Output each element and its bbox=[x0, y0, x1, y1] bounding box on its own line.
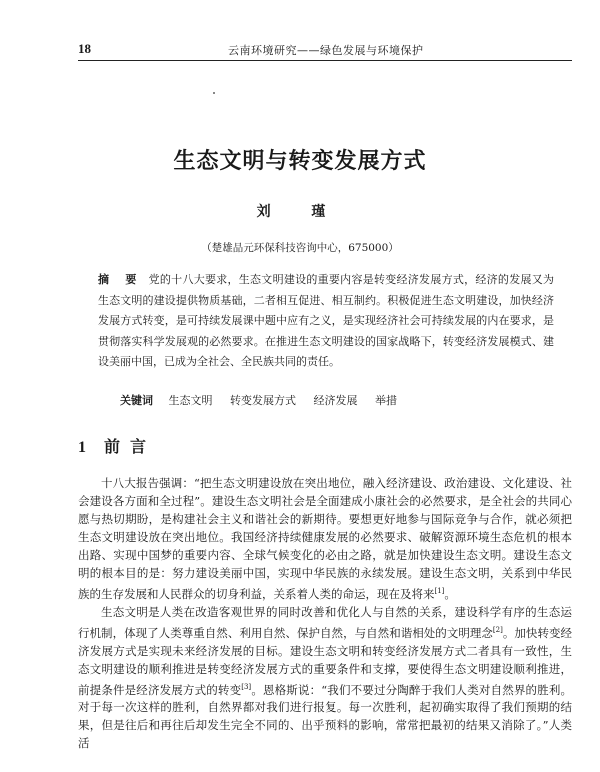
citation-marker: [1] bbox=[434, 587, 445, 595]
paragraph bbox=[78, 603, 572, 753]
paragraph-tail: 。加快转变经济发展方式是实现未来经济发展的目标。建设生态文明和转变经济发展方式二者具有一致性，生态文明建设的顺利推进是转变经济发展方式的重要条件和支撑，要使得生态文明建设顺利推进，前提条件是经济发展方式的转变 bbox=[78, 625, 572, 697]
abstract-text: 党的十八大要求，生态文明建设的重要内容是转变经济发展方式，经济的发展又为生态文明的建设提供物质基础，二者相互促进、相互制约。积极促进生态文明建设，加快经济发展方式转变，是可持续发展课中题中应有之义，是实现经济社会可持续发展的内在要求，是贯彻落实科学发展观的必然要求。在推进生态文明建设的国家战略下，转变经济发展模式、建设美丽中国，已成为全社会、全民族共同的责任。 bbox=[98, 273, 554, 369]
section-title: 前言 bbox=[104, 437, 157, 456]
paragraph-tail: 。 bbox=[444, 586, 456, 601]
scan-speck bbox=[213, 92, 215, 94]
paragraph bbox=[78, 474, 572, 603]
section-heading bbox=[78, 434, 156, 457]
keyword-item: 转变发展方式 bbox=[230, 394, 296, 407]
section-number: 1 bbox=[78, 439, 86, 456]
running-title: 云南环境研究——绿色发展与环境保护 bbox=[228, 44, 424, 57]
keywords bbox=[120, 392, 560, 408]
paragraph-text: 生态文明是人类在改造客观世界的同时改善和优化人与自然的关系，建设科学有序的生态运行机制，体现了人类尊重自然、利用自然、保护自然，与自然和谐相处的文明理念 bbox=[78, 604, 572, 640]
author-affiliation: （楚雄品元环保科技咨询中心，675000） bbox=[201, 242, 399, 254]
paragraph-text: 十八大报告强调：“把生态文明建设放在突出地位，融入经济建设、政治建设、文化建设、社会建设各方面和全过程”。建设生态文明社会是全面建成小康社会的必然要求，是全社会的共同心愿与热切期盼，是构建社会主义和谐社会的新期待。要想更好地参与国际竞争与合作，就必须把生态文明建设放在突出地位。我国经济持续健康发展的必然要求、破解资源环境生态危机的根本出路、实现中国梦的重要内容、全球气候变化的必由之路，就是加快建设生态文明。建设生态文明的根本目的是：努力建设美丽中国，实现中华民族的永续发展。建设生态文明，关系到中华民族的生存发展和人民群众的切身利益，关系着人类的命运，现在及将来 bbox=[78, 476, 572, 601]
keyword-item: 经济发展 bbox=[313, 394, 358, 407]
keywords-label: 关键词 bbox=[120, 394, 153, 407]
keyword-item: 举措 bbox=[375, 394, 397, 407]
page-header bbox=[78, 38, 572, 60]
body-text bbox=[78, 474, 572, 752]
abstract bbox=[98, 270, 554, 373]
citation-marker: [3] bbox=[241, 682, 252, 691]
abstract-label: 摘 要 bbox=[98, 273, 143, 286]
header-rule bbox=[78, 60, 572, 61]
keyword-item: 生态文明 bbox=[168, 394, 213, 407]
article-author: 刘 瑾 bbox=[256, 204, 344, 220]
citation-marker: [2] bbox=[492, 625, 503, 634]
paragraph-tail: 。恩格斯说：“我们不要过分陶醉于我们人类对自然界的胜利。对于每一次这样的胜利，自然界都对我们进行报复。每一次胜利，起初确实取得了我们预期的结果，但是往后和再往后却发生完全不同的、出乎预料的影响，常常把最初的结果又消除了。”人类活 bbox=[78, 682, 572, 751]
article-title: 生态文明与转变发展方式 bbox=[173, 148, 427, 174]
page-number: 18 bbox=[78, 41, 91, 56]
